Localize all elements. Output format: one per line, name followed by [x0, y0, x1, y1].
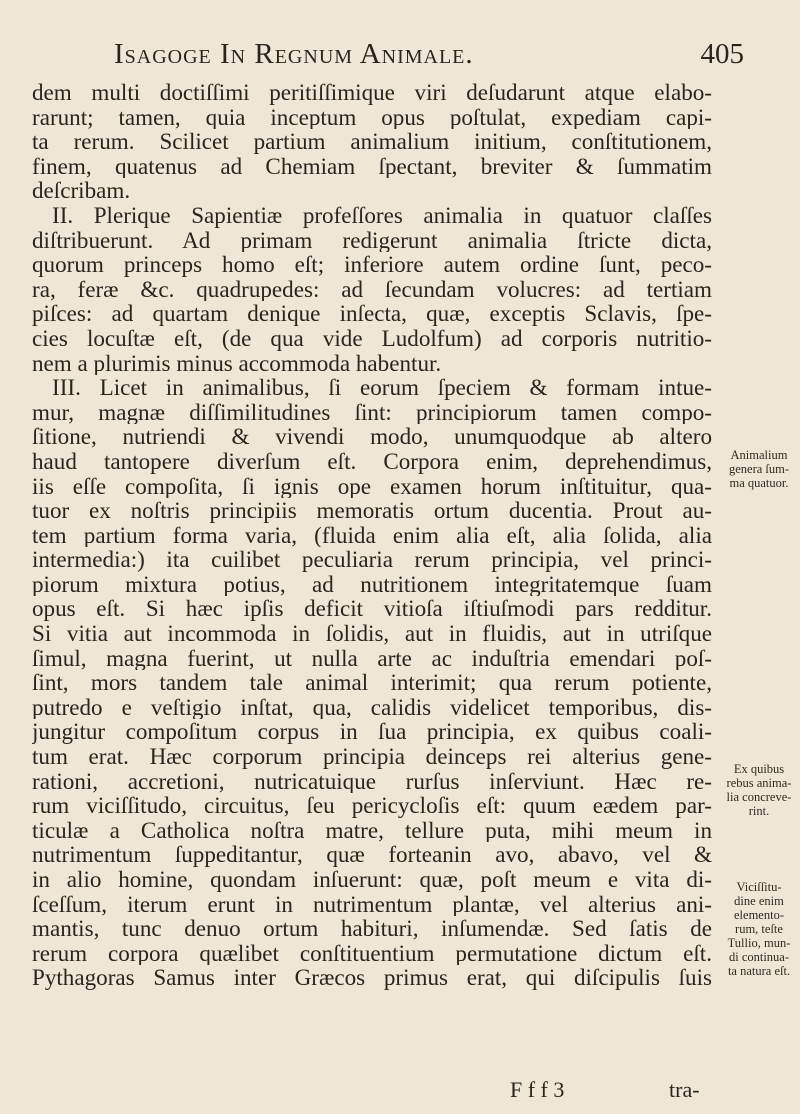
text-line: rationi, accretioni, nutricatuique rurſus inſerviunt. Hæc re-	[32, 768, 712, 794]
margin-note	[718, 448, 800, 490]
text-line: quorum princeps homo eſt; inferiore autem ordine ſunt, peco-	[32, 252, 712, 277]
margin-note-line: rint.	[748, 804, 770, 818]
text-line: Pythagoras Samus inter Græcos primus erat, qui diſcipulis ſuis	[32, 965, 712, 990]
margin-note-line: lia concreve-	[726, 790, 792, 804]
margin-note-line: dine enim	[734, 894, 784, 908]
margin-note-line: ma quatuor.	[729, 476, 789, 490]
body-text	[32, 80, 712, 990]
text-line: piſces: ad quartam denique inſecta, quæ, exceptis Sclavis, ſpe-	[32, 301, 712, 326]
text-line: mantis, tunc denuo ortum habituri, inſumendæ. Sed ſatis de	[32, 916, 712, 941]
text-line: diſtribuerunt. Ad primam redigerunt animalia ſtricte dicta,	[32, 227, 712, 253]
text-line: nutrimentum ſuppeditantur, quæ forteanin avo, abavo, vel &	[32, 842, 712, 867]
page-number: 405	[700, 38, 744, 70]
running-title: Isagoge In Regnum Animale.	[114, 38, 474, 70]
margin-note-line: Viciſſitu-	[736, 880, 782, 894]
text-line: ſimul, magna fuerint, ut nulla arte ac induſtria emendari poſ-	[32, 645, 712, 671]
text-line: piorum mixtura potius, ad nutritionem integritatemque ſuam	[32, 571, 712, 597]
page-header	[114, 38, 744, 78]
margin-note-line: rum, teſte	[735, 922, 783, 936]
text-line: opus eſt. Si hæc ipſis deficit vitioſa iſtiuſmodi pars redditur.	[32, 596, 712, 622]
text-line: nem a plurimis minus accommoda habentur.	[32, 350, 442, 376]
text-line: intermedia:) ita cuilibet peculiaria rerum principia, vel princi-	[32, 547, 712, 572]
text-line: cies locuſtæ eſt, (de qua vide Ludolfum) ad corporis nutritio-	[32, 325, 712, 351]
margin-note-line: di continua-	[728, 950, 790, 964]
text-line: rum viciſſitudo, circuitus, ſeu pericycloſis eſt: quum eædem par-	[32, 793, 712, 818]
catchword: tra-	[669, 1077, 700, 1102]
text-line: finem, quatenus ad Chemiam ſpectant, breviter & ſummatim	[32, 153, 712, 179]
text-line: deſcribam.	[32, 178, 131, 203]
text-line: mur, magnæ diſſimilitudines ſint: principiorum tamen compo-	[32, 399, 712, 425]
text-line: ſceſſum, iterum erunt in nutrimentum plantæ, vel alterius ani-	[32, 891, 712, 917]
text-line: rerum corpora quælibet conſtituentium permutatione dictum eſt.	[32, 940, 712, 966]
signature-mark: F f f 3	[510, 1077, 565, 1102]
text-line: ticulæ a Catholica noſtra matre, tellure puta, mihi meum in	[32, 817, 712, 843]
margin-note-line: Animalium	[730, 448, 788, 462]
margin-note-line: genera ſum-	[728, 462, 790, 476]
text-line: tem partium forma varia, (fluida enim alia eſt, alia ſolida, alia	[32, 522, 712, 548]
margin-note-line: ta natura eſt.	[727, 964, 791, 978]
text-line: ſint, mors tandem tale animal interimit; qua rerum potiente,	[32, 670, 712, 695]
text-line: putredo e veſtigio inſtat, qua, calidis videlicet temporibus, dis-	[32, 694, 712, 720]
text-line: tum erat. Hæc corporum principia deinceps rei alterius gene-	[32, 744, 712, 769]
margin-note-line: Tullio, mun-	[727, 936, 791, 950]
text-line: jungitur compoſitum corpus in ſua principia, ex quibus coali-	[32, 719, 712, 745]
margin-note	[718, 880, 800, 978]
text-line: in alio homine, quondam inſuerunt: quæ, poſt meum e vita di-	[32, 867, 712, 892]
margin-note-line: rebus anima-	[726, 776, 792, 790]
text-line: dem multi doctiſſimi peritiſſimique viri deſudarunt atque elabo-	[32, 80, 712, 105]
text-line: III. Licet in animalibus, ſi eorum ſpeciem & formam intue-	[52, 375, 712, 400]
text-line: ta rerum. Scilicet partium animalium initium, conſtitutionem,	[32, 129, 712, 154]
text-line: rarunt; tamen, quia inceptum opus poſtulat, expediam capi-	[32, 104, 712, 130]
margin-note-line: elemento-	[734, 908, 784, 922]
text-line: iis eſſe compoſita, ſi ignis ope examen horum inſtituitur, qua-	[32, 473, 712, 499]
text-line: Si vitia aut incommoda in ſolidis, aut in fluidis, aut in utriſque	[32, 621, 712, 646]
text-line: tuor ex noſtris principiis memoratis ortum ducentia. Prout au-	[32, 498, 712, 523]
text-line: ra, feræ &c. quadrupedes: ad ſecundam volucres: ad tertiam	[32, 276, 712, 302]
text-line: ſitione, nutriendi & vivendi modo, unumquodque ab altero	[32, 424, 712, 449]
text-line: haud tantopere diverſum eſt. Corpora enim, deprehendimus,	[32, 448, 712, 474]
margin-note-line: Ex quibus	[733, 762, 785, 776]
margin-note	[718, 762, 800, 818]
text-line: II. Plerique Sapientiæ profeſſores animalia in quatuor claſſes	[52, 202, 712, 228]
